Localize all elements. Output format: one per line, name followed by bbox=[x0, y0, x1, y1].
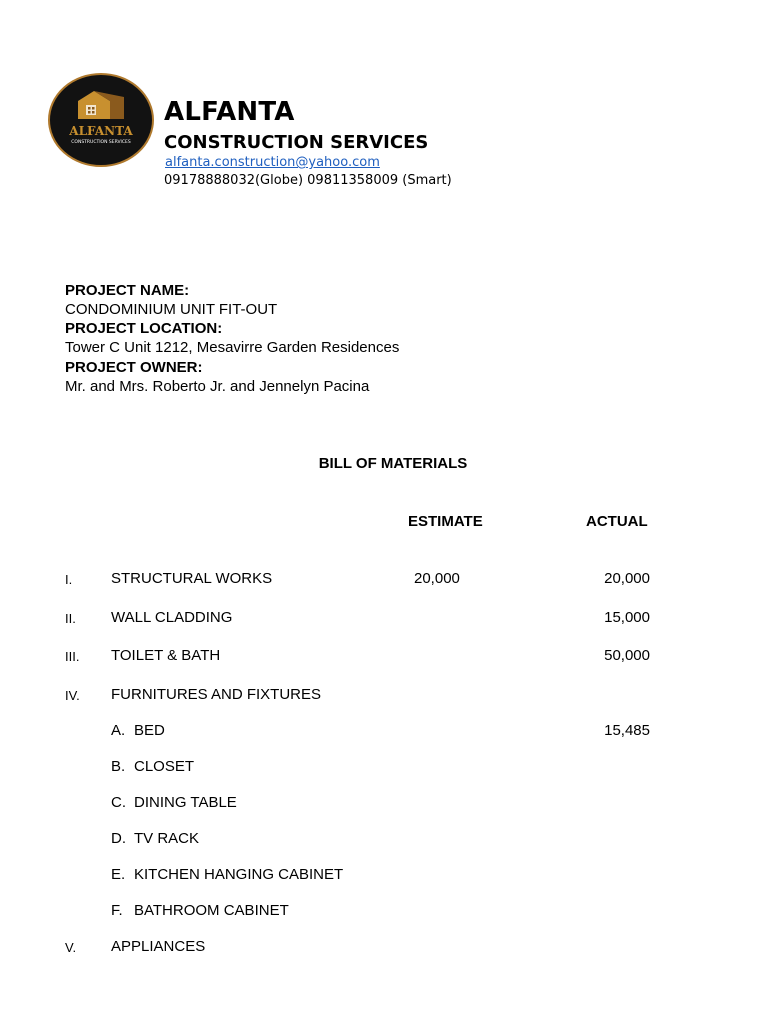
column-header-actual: ACTUAL bbox=[586, 513, 648, 530]
subitem-description: BATHROOM CABINET bbox=[134, 902, 289, 919]
bom-title: BILL OF MATERIALS bbox=[318, 455, 468, 472]
company-name: ALFANTA bbox=[164, 97, 295, 127]
company-phone: 09178888032(Globe) 09811358009 (Smart) bbox=[164, 173, 452, 188]
logo-subtext: CONSTRUCTION SERVICES bbox=[71, 140, 131, 145]
bom-row bbox=[0, 647, 768, 667]
item-description: FURNITURES AND FIXTURES bbox=[111, 686, 322, 703]
bom-subrow bbox=[0, 758, 768, 778]
project-owner-label: PROJECT OWNER: bbox=[65, 359, 203, 376]
subitem-description: TV RACK bbox=[134, 830, 200, 847]
logo-text: ALFANTA bbox=[69, 124, 133, 138]
item-description: WALL CLADDING bbox=[111, 609, 233, 626]
item-actual: 50,000 bbox=[604, 647, 650, 664]
item-estimate: 20,000 bbox=[414, 570, 460, 587]
item-description: STRUCTURAL WORKS bbox=[111, 570, 273, 587]
item-description: TOILET & BATH bbox=[111, 647, 221, 664]
item-description: APPLIANCES bbox=[111, 938, 206, 955]
subitem-letter: A. bbox=[111, 722, 126, 739]
bom-row bbox=[0, 570, 768, 590]
bom-subrow bbox=[0, 722, 768, 742]
column-header-estimate: ESTIMATE bbox=[408, 513, 483, 530]
bom-subrow bbox=[0, 902, 768, 922]
bom-row bbox=[0, 609, 768, 629]
subitem-description: DINING TABLE bbox=[134, 794, 237, 811]
company-email-link[interactable]: alfanta.construction@yahoo.com bbox=[165, 155, 380, 170]
project-location-label: PROJECT LOCATION: bbox=[65, 320, 223, 337]
company-subtitle: CONSTRUCTION SERVICES bbox=[164, 132, 429, 153]
bom-subrow bbox=[0, 830, 768, 850]
bom-subrow bbox=[0, 866, 768, 886]
item-actual: 15,000 bbox=[604, 609, 650, 626]
item-number: II. bbox=[65, 611, 76, 626]
subitem-description: KITCHEN HANGING CABINET bbox=[134, 866, 344, 883]
subitem-letter: B. bbox=[111, 758, 126, 775]
project-name-label: PROJECT NAME: bbox=[65, 282, 190, 299]
project-location-value: Tower C Unit 1212, Mesavirre Garden Residences bbox=[65, 339, 400, 356]
item-number: V. bbox=[65, 940, 77, 955]
subitem-description: CLOSET bbox=[134, 758, 195, 775]
bom-subrow bbox=[0, 794, 768, 814]
item-actual: 20,000 bbox=[604, 570, 650, 587]
item-number: III. bbox=[65, 649, 80, 664]
subitem-description: BED bbox=[134, 722, 165, 739]
item-number: IV. bbox=[65, 688, 80, 703]
subitem-letter: E. bbox=[111, 866, 126, 883]
project-owner-value: Mr. and Mrs. Roberto Jr. and Jennelyn Pacina bbox=[65, 378, 370, 395]
logo-graphic bbox=[48, 73, 154, 167]
company-logo bbox=[48, 73, 154, 167]
subitem-actual: 15,485 bbox=[604, 722, 650, 739]
subitem-letter: F. bbox=[111, 902, 123, 919]
item-number: I. bbox=[65, 572, 73, 587]
subitem-letter: C. bbox=[111, 794, 126, 811]
bom-row bbox=[0, 938, 768, 958]
subitem-letter: D. bbox=[111, 830, 126, 847]
bom-row bbox=[0, 686, 768, 706]
project-name-value: CONDOMINIUM UNIT FIT-OUT bbox=[65, 301, 278, 318]
